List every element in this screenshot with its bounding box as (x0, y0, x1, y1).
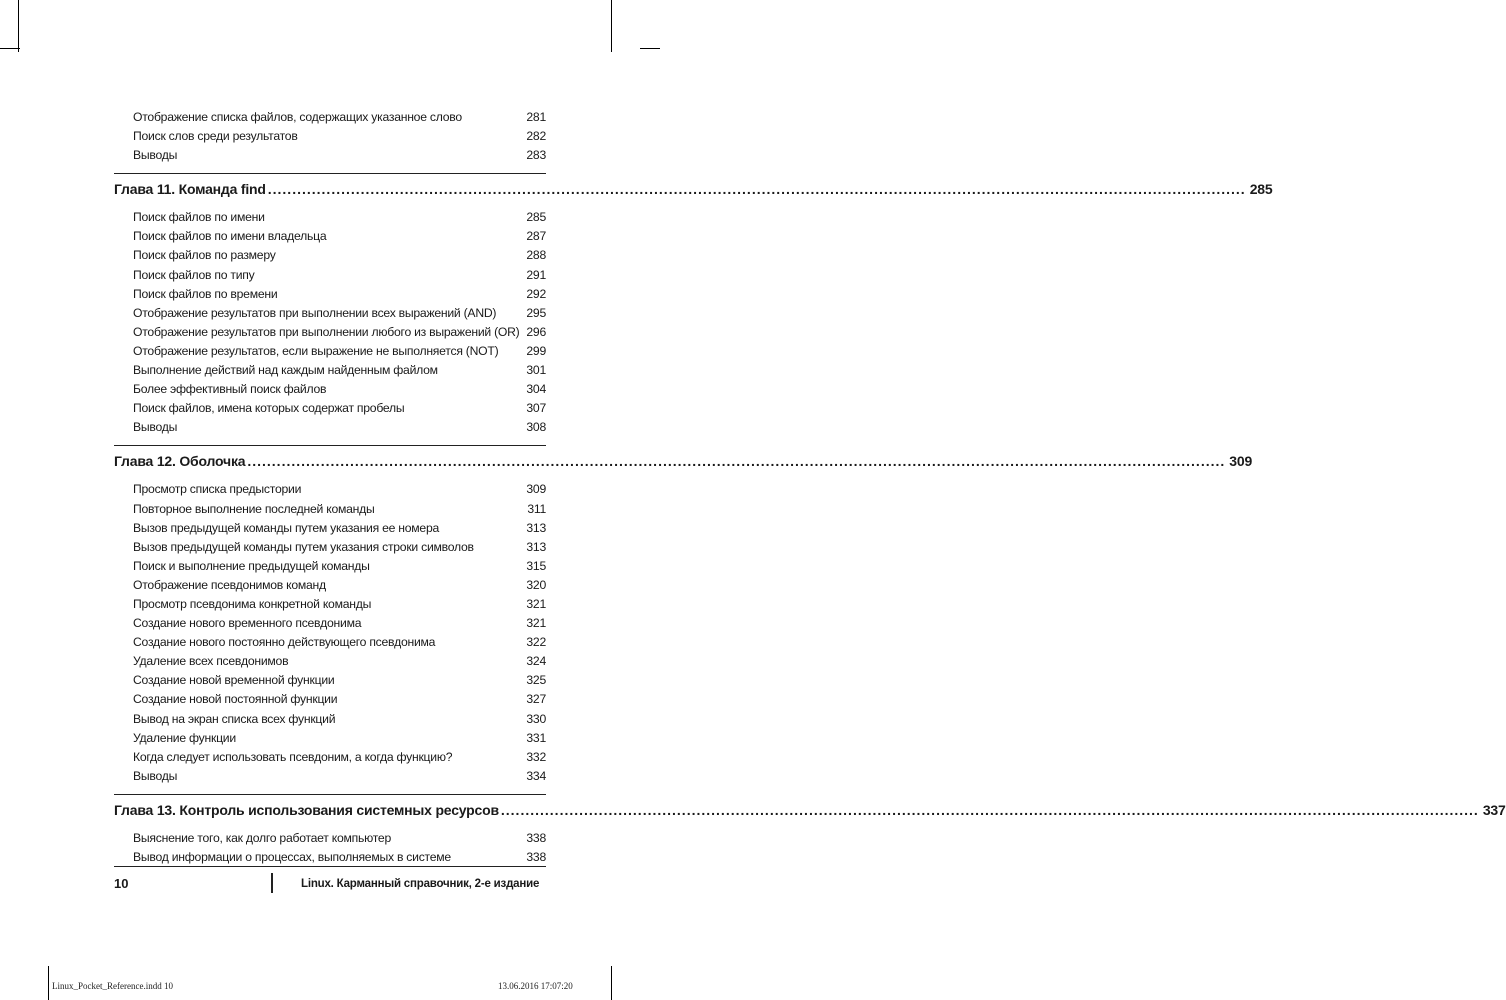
toc-section (114, 173, 1273, 439)
slug-filename: Linux_Pocket_Reference.indd 10 (52, 981, 173, 991)
toc-entry (114, 287, 546, 306)
entry-title: Поиск файлов по времени (133, 286, 278, 301)
dot-leader: ........................................................................................................................................................................................................ (500, 801, 1479, 818)
dot-leader: ........................................................................................................................................................................................................ (247, 453, 1226, 470)
toc-entry (114, 559, 546, 578)
entry-page: 285 (526, 210, 546, 225)
entry-page: 291 (526, 267, 546, 282)
entry-page: 292 (526, 286, 546, 301)
entry-title: Поиск файлов по типу (133, 267, 255, 282)
page-number: 10 (114, 876, 129, 891)
entry-page: 295 (526, 305, 546, 320)
entry-page: 338 (526, 830, 546, 845)
entry-page: 307 (526, 401, 546, 416)
entry-page: 281 (526, 110, 546, 124)
chapter-title: Глава 11. Команда find (114, 181, 266, 198)
toc-entry (114, 654, 546, 673)
toc-entry (114, 420, 546, 439)
entry-page: 304 (526, 382, 546, 397)
entry-title: Удаление функции (133, 730, 236, 745)
entry-title: Отображение результатов при выполнении всех выражений (AND) (133, 305, 497, 320)
crop-mark-bottom-left (48, 966, 49, 1000)
entry-title: Поиск файлов по имени (133, 210, 265, 225)
entry-title: Поиск файлов по имени владельца (133, 229, 327, 244)
dot-leader: ........................................................................................................................................................................................................ (267, 181, 1246, 198)
table-of-contents (114, 110, 1506, 869)
toc-entry (114, 344, 546, 363)
footer-divider (271, 873, 273, 893)
entry-page: 308 (526, 420, 546, 435)
entry-page: 283 (526, 148, 546, 163)
chapter-page: 285 (1249, 181, 1273, 198)
chapter-page: 337 (1482, 801, 1506, 818)
toc-entry (114, 635, 546, 654)
entry-title: Удаление всех псевдонимов (133, 654, 289, 669)
entry-title: Выводы (133, 768, 178, 783)
entry-title: Создание новой временной функции (133, 673, 335, 688)
entry-title: Создание нового постоянно действующего псевдонима (133, 635, 436, 650)
entry-page: 315 (526, 558, 546, 573)
toc-entry (114, 521, 546, 540)
entry-page: 287 (526, 229, 546, 244)
entry-title: Повторное выполнение последней команды (133, 501, 375, 516)
toc-entry (114, 268, 546, 287)
entry-title: Выводы (133, 420, 178, 435)
chapter-heading (114, 181, 1273, 203)
toc-entry (114, 306, 546, 325)
toc-entry (114, 597, 546, 616)
entry-page: 338 (526, 850, 546, 864)
entry-title: Создание новой постоянной функции (133, 692, 338, 707)
entry-page: 321 (526, 596, 546, 611)
entry-page: 311 (527, 501, 546, 516)
entry-title: Поиск файлов по размеру (133, 248, 276, 263)
entry-page: 296 (526, 324, 546, 339)
entry-page: 313 (526, 539, 546, 554)
entry-title: Поиск файлов, имена которых содержат пробелы (133, 401, 405, 416)
toc-entry (114, 110, 546, 129)
crop-mark-left-top (0, 48, 20, 49)
toc-entry (114, 750, 546, 769)
toc-entry (114, 731, 546, 750)
toc-entry (114, 616, 546, 635)
toc-entry (114, 229, 546, 248)
entry-page: 321 (526, 616, 546, 631)
entry-page: 334 (526, 768, 546, 783)
entry-page: 301 (526, 363, 546, 378)
page-footer (114, 866, 546, 897)
chapter-title: Глава 12. Оболочка (114, 453, 246, 470)
entry-title: Выяснение того, как долго работает компьютер (133, 830, 391, 845)
toc-section (114, 794, 1506, 869)
slug-timestamp: 13.06.2016 17:07:20 (498, 981, 573, 991)
entry-title: Вызов предыдущей команды путем указания строки символов (133, 539, 474, 554)
entry-page: 322 (526, 635, 546, 650)
entry-page: 309 (526, 482, 546, 497)
chapter-heading (114, 453, 1253, 475)
entry-title: Вызов предыдущей команды путем указания ее номера (133, 520, 440, 535)
entry-page: 299 (526, 343, 546, 358)
toc-entry (114, 712, 546, 731)
crop-mark-top-left (18, 0, 19, 52)
toc-entry (114, 363, 546, 382)
toc-entry (114, 769, 546, 788)
toc-entry (114, 401, 546, 420)
toc-section (114, 445, 1253, 788)
entry-page: 282 (526, 129, 546, 144)
entry-page: 313 (526, 520, 546, 535)
toc-entry (114, 482, 546, 501)
entry-title: Поиск слов среди результатов (133, 129, 298, 144)
entry-page: 288 (526, 248, 546, 263)
entry-title: Создание нового временного псевдонима (133, 616, 362, 631)
entry-page: 327 (526, 692, 546, 707)
entry-title: Выполнение действий над каждым найденным файлом (133, 363, 438, 378)
entry-page: 325 (526, 673, 546, 688)
entry-page: 320 (526, 577, 546, 592)
toc-entry (114, 210, 546, 229)
toc-section (114, 110, 546, 167)
chapter-title: Глава 13. Контроль использования системных ресурсов (114, 801, 499, 818)
entry-page: 330 (526, 711, 546, 726)
toc-entry (114, 831, 546, 850)
entry-title: Просмотр псевдонима конкретной команды (133, 596, 372, 611)
toc-entry (114, 325, 546, 344)
entry-title: Отображение псевдонимов команд (133, 577, 326, 592)
toc-entry (114, 148, 546, 167)
entry-title: Поиск и выполнение предыдущей команды (133, 558, 370, 573)
running-title: Linux. Карманный справочник, 2-е издание (301, 878, 540, 890)
chapter-heading (114, 801, 1506, 824)
crop-mark-right-top (640, 48, 660, 49)
toc-entry (114, 673, 546, 692)
entry-title: Вывод информации о процессах, выполняемых в системе (133, 850, 451, 864)
entry-title: Вывод на экран списка всех функций (133, 711, 336, 726)
entry-title: Выводы (133, 148, 178, 163)
entry-title: Просмотр списка предыстории (133, 482, 302, 497)
entry-title: Отображение списка файлов, содержащих указанное слово (133, 110, 462, 124)
toc-entry (114, 248, 546, 267)
entry-title: Более эффективный поиск файлов (133, 382, 327, 397)
entry-page: 331 (526, 730, 546, 745)
entry-title: Отображение результатов при выполнении любого из выражений (OR) (133, 324, 520, 339)
toc-entry (114, 382, 546, 401)
crop-mark-bottom-right (611, 966, 612, 1000)
entry-title: Отображение результатов, если выражение не выполняется (NOT) (133, 343, 499, 358)
entry-title: Когда следует использовать псевдоним, а когда функцию? (133, 749, 453, 764)
toc-entry (114, 540, 546, 559)
toc-entry (114, 129, 546, 148)
entry-page: 332 (526, 749, 546, 764)
crop-mark-top-right (611, 0, 612, 52)
chapter-page: 309 (1229, 453, 1253, 470)
entry-page: 324 (526, 654, 546, 669)
toc-entry (114, 578, 546, 597)
toc-entry (114, 692, 546, 711)
toc-entry (114, 502, 546, 521)
